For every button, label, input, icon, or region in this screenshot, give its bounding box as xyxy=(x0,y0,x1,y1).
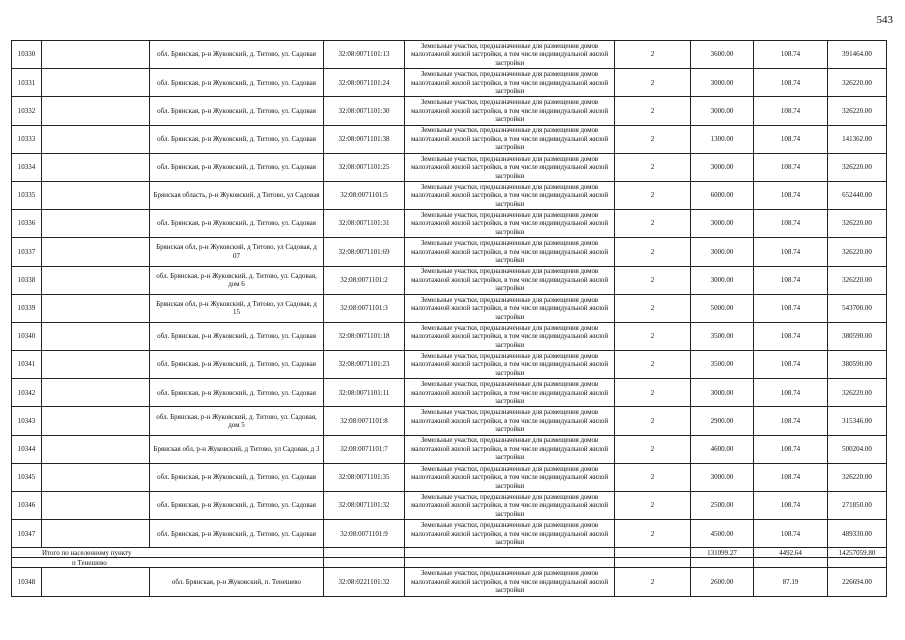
row-cadastral: 32:08:0071101:24 xyxy=(324,69,405,97)
row-group: 2 xyxy=(615,41,691,69)
table-row xyxy=(12,294,887,322)
subheading-empty-cell xyxy=(691,558,754,568)
row-group: 2 xyxy=(615,97,691,125)
table-row xyxy=(12,153,887,181)
row-number: 10344 xyxy=(12,435,42,463)
row-number: 10333 xyxy=(12,125,42,153)
row-number: 10330 xyxy=(12,41,42,69)
row-purpose: Земельные участки, предназначенные для размещения домов малоэтажной жилой застройки, в том числе индивидуальной жилой застройки xyxy=(405,181,615,209)
table-row xyxy=(12,97,887,125)
row-area: 3500.00 xyxy=(691,351,754,379)
row-group: 2 xyxy=(615,379,691,407)
subheading-empty-cell xyxy=(405,558,615,568)
row-address: Брянская область, р-н Жуковский, д Титово, ул Садовая xyxy=(150,181,324,209)
row-cadastral: 32:08:0071101:3 xyxy=(324,294,405,322)
row-area: 3000.00 xyxy=(691,210,754,238)
row-purpose: Земельные участки, предназначенные для размещения домов малоэтажной жилой застройки, в том числе индивидуальной жилой застройки xyxy=(405,69,615,97)
row-spacer xyxy=(42,266,150,294)
row-group: 2 xyxy=(615,407,691,435)
row-cadastral: 32:08:0071101:25 xyxy=(324,153,405,181)
row-group: 2 xyxy=(615,322,691,350)
row-spacer xyxy=(42,379,150,407)
row-cadastral: 32:08:0071101:5 xyxy=(324,181,405,209)
row-number: 10338 xyxy=(12,266,42,294)
row-area: 2900.00 xyxy=(691,407,754,435)
row-purpose: Земельные участки, предназначенные для размещения домов малоэтажной жилой застройки, в том числе индивидуальной жилой застройки xyxy=(405,238,615,266)
row-cadastral: 32:08:0071101:7 xyxy=(324,435,405,463)
row-rate: 108.74 xyxy=(754,238,828,266)
row-purpose: Земельные участки, предназначенные для размещения домов малоэтажной жилой застройки, в том числе индивидуальной жилой застройки xyxy=(405,210,615,238)
table-row xyxy=(12,351,887,379)
row-area: 3000.00 xyxy=(691,97,754,125)
row-purpose: Земельные участки, предназначенные для размещения домов малоэтажной жилой застройки, в том числе индивидуальной жилой застройки xyxy=(405,294,615,322)
row-rate: 108.74 xyxy=(754,69,828,97)
row-number: 10339 xyxy=(12,294,42,322)
row-area: 3600.00 xyxy=(691,41,754,69)
row-rate: 108.74 xyxy=(754,41,828,69)
row-group: 2 xyxy=(615,351,691,379)
row-spacer xyxy=(42,294,150,322)
table-row xyxy=(12,379,887,407)
row-number: 10334 xyxy=(12,153,42,181)
row-spacer xyxy=(42,568,150,596)
row-spacer xyxy=(42,181,150,209)
row-cadastral: 32:08:0071101:35 xyxy=(324,463,405,491)
row-address: обл. Брянская, р-н Жуковский, д. Титово, ул. Садовая xyxy=(150,210,324,238)
table-row xyxy=(12,210,887,238)
row-cadastral: 32:08:0071101:18 xyxy=(324,322,405,350)
row-purpose: Земельные участки, предназначенные для размещения домов малоэтажной жилой застройки, в том числе индивидуальной жилой застройки xyxy=(405,492,615,520)
table-row xyxy=(12,463,887,491)
row-area: 4600.00 xyxy=(691,435,754,463)
row-number: 10332 xyxy=(12,97,42,125)
row-spacer xyxy=(42,69,150,97)
row-spacer xyxy=(42,125,150,153)
row-address: обл. Брянская, р-н Жуковский, д. Титово, ул. Садовая xyxy=(150,351,324,379)
row-area: 3000.00 xyxy=(691,238,754,266)
row-address: обл. Брянская, р-н Жуковский, д. Титово, ул. Садовая xyxy=(150,69,324,97)
row-group: 2 xyxy=(615,568,691,596)
row-cadastral: 32:08:0071101:69 xyxy=(324,238,405,266)
row-address: обл. Брянская, р-н Жуковский, д. Титово, ул. Садовая xyxy=(150,322,324,350)
row-purpose: Земельные участки, предназначенные для размещения домов малоэтажной жилой застройки, в том числе индивидуальной жилой застройки xyxy=(405,322,615,350)
total-purpose xyxy=(405,548,615,558)
row-group: 2 xyxy=(615,181,691,209)
row-spacer xyxy=(42,407,150,435)
subheading-empty-cell xyxy=(324,558,405,568)
row-address: Брянская обл, р-н Жуковский, д Титово, ул Садовая, д 07 xyxy=(150,238,324,266)
row-area: 3500.00 xyxy=(691,322,754,350)
row-rate: 108.74 xyxy=(754,125,828,153)
row-area: 3000.00 xyxy=(691,69,754,97)
row-cadastral: 32:08:0071101:30 xyxy=(324,97,405,125)
row-cadastral: 32:08:0071101:31 xyxy=(324,210,405,238)
row-address: обл. Брянская, р-н Жуковский, д. Титово, ул. Садовая xyxy=(150,379,324,407)
row-spacer xyxy=(42,322,150,350)
row-area: 1300.00 xyxy=(691,125,754,153)
row-spacer xyxy=(42,97,150,125)
row-number: 10345 xyxy=(12,463,42,491)
row-cadastral: 32:08:0071101:2 xyxy=(324,266,405,294)
row-rate: 87.19 xyxy=(754,568,828,596)
table-row xyxy=(12,41,887,69)
row-spacer xyxy=(42,153,150,181)
row-purpose: Земельные участки, предназначенные для размещения домов малоэтажной жилой застройки, в том числе индивидуальной жилой застройки xyxy=(405,153,615,181)
row-group: 2 xyxy=(615,69,691,97)
row-address: обл. Брянская, р-н Жуковский, д. Титово, ул. Садовая xyxy=(150,41,324,69)
row-area: 3000.00 xyxy=(691,266,754,294)
total-group xyxy=(615,548,691,558)
row-value: 141362.00 xyxy=(828,125,887,153)
row-purpose: Земельные участки, предназначенные для размещения домов малоэтажной жилой застройки, в том числе индивидуальной жилой застройки xyxy=(405,435,615,463)
row-rate: 108.74 xyxy=(754,294,828,322)
row-rate: 108.74 xyxy=(754,463,828,491)
table-row xyxy=(12,69,887,97)
row-cadastral: 32:08:0071101:13 xyxy=(324,41,405,69)
row-address: обл. Брянская, р-н Жуковский, д. Титово, ул. Садовая xyxy=(150,97,324,125)
total-row xyxy=(12,548,887,558)
row-area: 4500.00 xyxy=(691,520,754,548)
row-rate: 108.74 xyxy=(754,351,828,379)
row-address: обл. Брянская, р-н Жуковский, д. Титово, ул. Садовая, дом 5 xyxy=(150,407,324,435)
row-address: обл. Брянская, р-н Жуковский, д. Титово, ул. Садовая xyxy=(150,153,324,181)
row-rate: 108.74 xyxy=(754,266,828,294)
table-row xyxy=(12,238,887,266)
subheading-label: п Тенешево xyxy=(12,558,324,568)
table-row xyxy=(12,435,887,463)
row-value: 326220.00 xyxy=(828,153,887,181)
row-number: 10336 xyxy=(12,210,42,238)
row-rate: 108.74 xyxy=(754,492,828,520)
row-number: 10342 xyxy=(12,379,42,407)
row-address: обл. Брянская, р-н Жуковский, д. Титово, ул. Садовая xyxy=(150,463,324,491)
row-purpose: Земельные участки, предназначенные для размещения домов малоэтажной жилой застройки, в том числе индивидуальной жилой застройки xyxy=(405,266,615,294)
row-address: обл. Брянская, р-н Жуковский, д. Титово, ул. Садовая, дом 6 xyxy=(150,266,324,294)
row-number: 10343 xyxy=(12,407,42,435)
row-rate: 108.74 xyxy=(754,435,828,463)
row-address: обл. Брянская, р-н Жуковский, д. Титово, ул. Садовая xyxy=(150,520,324,548)
row-number: 10341 xyxy=(12,351,42,379)
row-rate: 108.74 xyxy=(754,407,828,435)
row-purpose: Земельные участки, предназначенные для размещения домов малоэтажной жилой застройки, в том числе индивидуальной жилой застройки xyxy=(405,379,615,407)
row-area: 3000.00 xyxy=(691,463,754,491)
subheading-empty-cell xyxy=(754,558,828,568)
row-spacer xyxy=(42,41,150,69)
land-registry-table xyxy=(11,40,887,597)
row-number: 10348 xyxy=(12,568,42,596)
row-area: 2500.00 xyxy=(691,492,754,520)
subheading-empty-cell xyxy=(828,558,887,568)
row-cadastral: 32:08:0071101:38 xyxy=(324,125,405,153)
row-spacer xyxy=(42,492,150,520)
row-value: 489330.00 xyxy=(828,520,887,548)
row-purpose: Земельные участки, предназначенные для размещения домов малоэтажной жилой застройки, в том числе индивидуальной жилой застройки xyxy=(405,520,615,548)
row-number: 10347 xyxy=(12,520,42,548)
table-row xyxy=(12,568,887,596)
row-address: Брянская обл, р-н Жуковский, д Титово, ул Садовая, д 3 xyxy=(150,435,324,463)
row-spacer xyxy=(42,238,150,266)
row-purpose: Земельные участки, предназначенные для размещения домов малоэтажной жилой застройки, в том числе индивидуальной жилой застройки xyxy=(405,41,615,69)
row-number: 10337 xyxy=(12,238,42,266)
row-value: 326220.00 xyxy=(828,463,887,491)
table-row xyxy=(12,125,887,153)
row-purpose: Земельные участки, предназначенные для размещения домов малоэтажной жилой застройки, в том числе индивидуальной жилой застройки xyxy=(405,97,615,125)
row-purpose: Земельные участки, предназначенные для размещения домов малоэтажной жилой застройки, в том числе индивидуальной жилой застройки xyxy=(405,407,615,435)
row-address: Брянская обл, р-н Жуковский, д Титово, ул Садовая, д 15 xyxy=(150,294,324,322)
table-row xyxy=(12,266,887,294)
row-purpose: Земельные участки, предназначенные для размещения домов малоэтажной жилой застройки, в том числе индивидуальной жилой застройки xyxy=(405,125,615,153)
row-value: 380590.00 xyxy=(828,322,887,350)
row-address: обл. Брянская, р-н Жуковский, д. Титово, ул. Садовая xyxy=(150,125,324,153)
row-rate: 108.74 xyxy=(754,379,828,407)
row-area: 3000.00 xyxy=(691,153,754,181)
row-value: 543700.00 xyxy=(828,294,887,322)
row-value: 326220.00 xyxy=(828,210,887,238)
row-purpose: Земельные участки, предназначенные для размещения домов малоэтажной жилой застройки, в том числе индивидуальной жилой застройки xyxy=(405,463,615,491)
row-purpose: Земельные участки, предназначенные для размещения домов малоэтажной жилой застройки, в том числе индивидуальной жилой застройки xyxy=(405,568,615,596)
row-group: 2 xyxy=(615,266,691,294)
subheading-row xyxy=(12,558,887,568)
table-row xyxy=(12,492,887,520)
row-number: 10340 xyxy=(12,322,42,350)
row-address: обл. Брянская, р-н Жуковский, п. Тенешево xyxy=(150,568,324,596)
row-value: 226694.00 xyxy=(828,568,887,596)
row-rate: 108.74 xyxy=(754,153,828,181)
row-cadastral: 32:08:0071101:23 xyxy=(324,351,405,379)
table-row xyxy=(12,520,887,548)
total-area: 131099.27 xyxy=(691,548,754,558)
row-value: 326220.00 xyxy=(828,69,887,97)
row-rate: 108.74 xyxy=(754,322,828,350)
subheading-empty-cell xyxy=(615,558,691,568)
row-cadastral: 32:08:0071101:8 xyxy=(324,407,405,435)
row-group: 2 xyxy=(615,153,691,181)
row-value: 500204.00 xyxy=(828,435,887,463)
table-row xyxy=(12,407,887,435)
row-spacer xyxy=(42,210,150,238)
row-cadastral: 32:08:0071101:32 xyxy=(324,492,405,520)
row-spacer xyxy=(42,463,150,491)
row-number: 10331 xyxy=(12,69,42,97)
row-cadastral: 32:08:0071101:11 xyxy=(324,379,405,407)
row-group: 2 xyxy=(615,238,691,266)
row-rate: 108.74 xyxy=(754,97,828,125)
row-number: 10346 xyxy=(12,492,42,520)
total-label: Итого по населенному пункту xyxy=(12,548,324,558)
row-spacer xyxy=(42,351,150,379)
row-number: 10335 xyxy=(12,181,42,209)
row-cadastral: 32:08:0071101:9 xyxy=(324,520,405,548)
row-group: 2 xyxy=(615,492,691,520)
row-area: 2600.00 xyxy=(691,568,754,596)
table-row xyxy=(12,181,887,209)
total-rate: 4492.64 xyxy=(754,548,828,558)
row-group: 2 xyxy=(615,210,691,238)
row-group: 2 xyxy=(615,294,691,322)
row-rate: 108.74 xyxy=(754,520,828,548)
row-cadastral: 32:08:0221101:32 xyxy=(324,568,405,596)
row-area: 3000.00 xyxy=(691,379,754,407)
row-value: 315346.00 xyxy=(828,407,887,435)
row-address: обл. Брянская, р-н Жуковский, д. Титово, ул. Садовая xyxy=(150,492,324,520)
row-spacer xyxy=(42,520,150,548)
row-value: 326220.00 xyxy=(828,266,887,294)
row-purpose: Земельные участки, предназначенные для размещения домов малоэтажной жилой застройки, в том числе индивидуальной жилой застройки xyxy=(405,351,615,379)
row-value: 652440.00 xyxy=(828,181,887,209)
row-value: 380590.00 xyxy=(828,351,887,379)
row-value: 326220.00 xyxy=(828,379,887,407)
row-value: 271850.00 xyxy=(828,492,887,520)
row-value: 326220.00 xyxy=(828,97,887,125)
row-group: 2 xyxy=(615,125,691,153)
row-rate: 108.74 xyxy=(754,210,828,238)
row-area: 6000.00 xyxy=(691,181,754,209)
row-spacer xyxy=(42,435,150,463)
table-row xyxy=(12,322,887,350)
row-group: 2 xyxy=(615,435,691,463)
row-area: 5000.00 xyxy=(691,294,754,322)
total-value: 14257059.80 xyxy=(828,548,887,558)
row-value: 391464.00 xyxy=(828,41,887,69)
row-value: 326220.00 xyxy=(828,238,887,266)
row-rate: 108.74 xyxy=(754,181,828,209)
row-group: 2 xyxy=(615,463,691,491)
total-cadastral xyxy=(324,548,405,558)
page-number: 543 xyxy=(876,14,893,26)
row-group: 2 xyxy=(615,520,691,548)
